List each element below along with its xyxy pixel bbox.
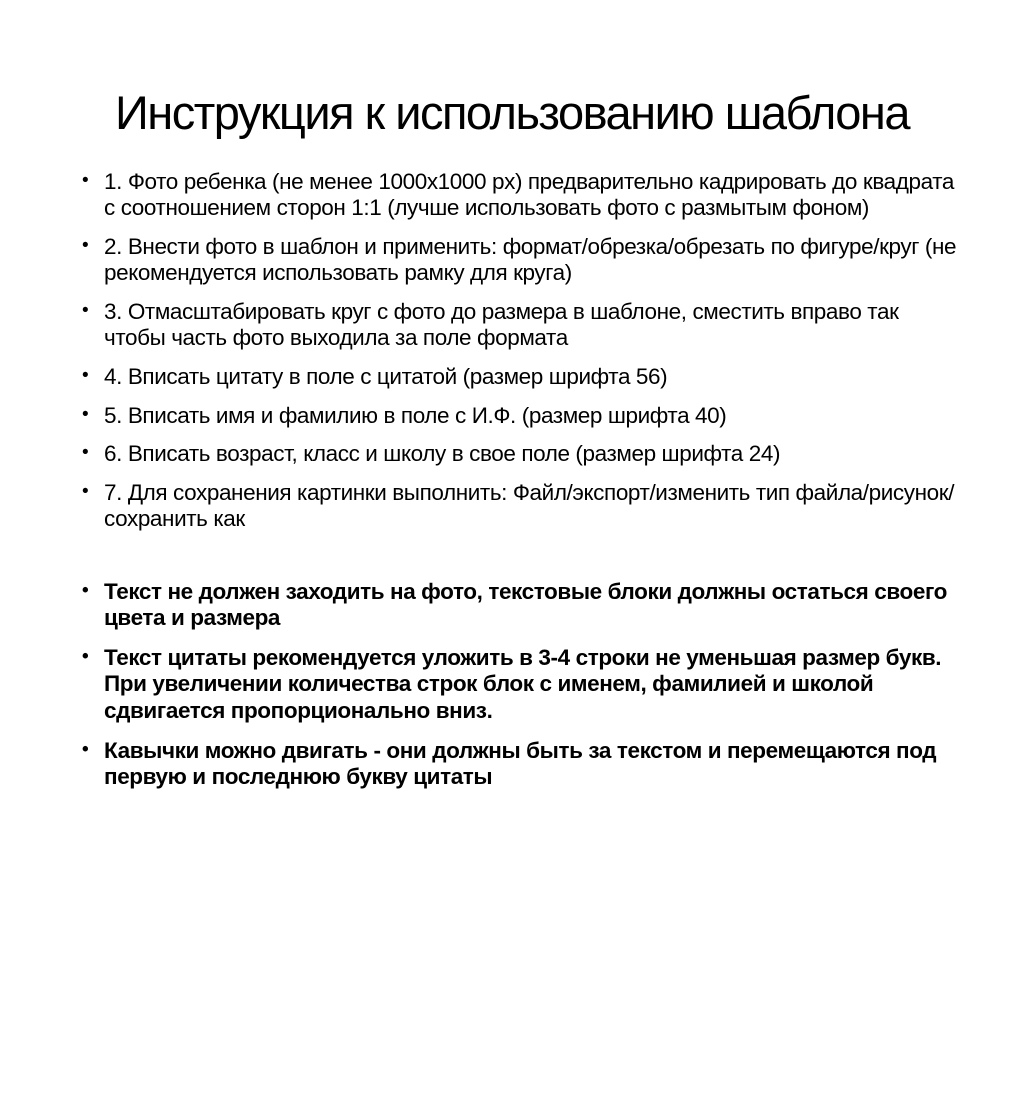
instruction-item-3: • 3. Отмасштабировать круг с фото до размера в шаблоне, сместить вправо так чтобы часть фото выходила за поле формата (80, 299, 964, 352)
note-item-1: • Текст не должен заходить на фото, текстовые блоки должны остаться своего цвета и размера (80, 579, 964, 632)
slide-title: Инструкция к использованию шаблона (114, 86, 910, 139)
instruction-item-6: • 6. Вписать возраст, класс и школу в свое поле (размер шрифта 24) (80, 441, 964, 468)
notes-list (80, 579, 964, 791)
instruction-item-5: • 5. Вписать имя и фамилию в поле с И.Ф. (размер шрифта 40) (80, 403, 964, 430)
instruction-list (80, 169, 964, 533)
note-item-2: • Текст цитаты рекомендуется уложить в 3-4 строки не уменьшая размер букв. При увеличении количества строк блок с именем, фамилией и школой сдвигается пропорционально вниз. (80, 645, 964, 725)
instruction-item-4: • 4. Вписать цитату в поле с цитатой (размер шрифта 56) (80, 364, 964, 391)
note-item-3: • Кавычки можно двигать - они должны быть за текстом и перемещаются под первую и последнюю букву цитаты (80, 738, 964, 791)
slide (0, 84, 1024, 1108)
instruction-item-2: • 2. Внести фото в шаблон и применить: формат/обрезка/обрезать по фигуре/круг (не рекомендуется использовать рамку для круга) (80, 234, 964, 287)
instruction-item-1: • 1. Фото ребенка (не менее 1000x1000 px) предварительно кадрировать до квадрата с соотношением сторон 1:1 (лучше использовать фото с размытым фоном) (80, 169, 964, 222)
instruction-item-7: • 7. Для сохранения картинки выполнить: Файл/экспорт/изменить тип файла/рисунок/сохранить как (80, 480, 964, 533)
